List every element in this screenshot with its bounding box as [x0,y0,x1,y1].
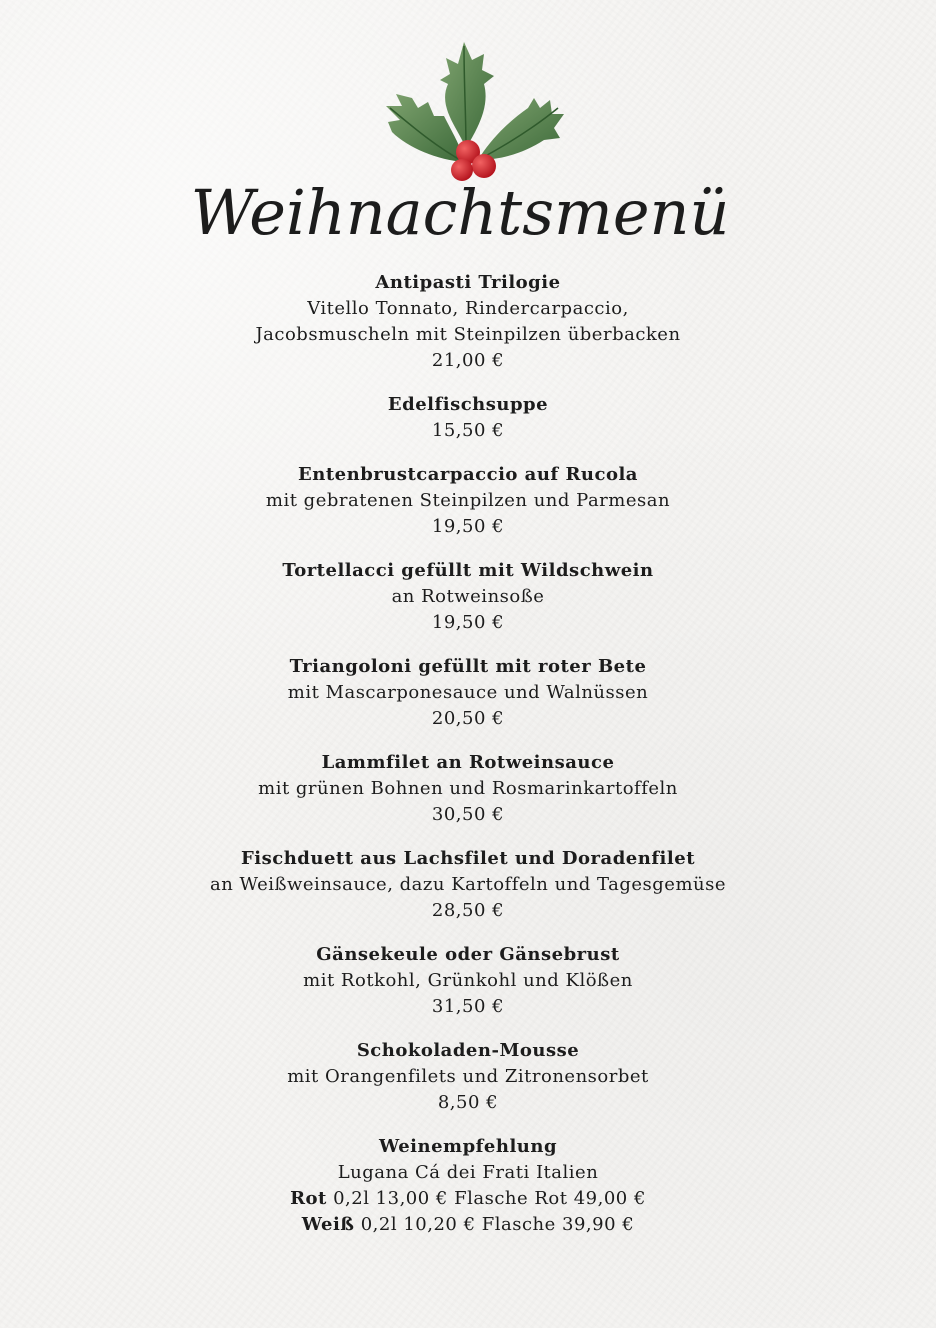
menu-item-name: Schokoladen-Mousse [356,1040,580,1061]
wine-red-label: Rot [290,1188,327,1209]
menu-item-price: 30,50 € [431,804,505,825]
menu-item [0,462,936,540]
menu-item-name: Entenbrustcarpaccio auf Rucola [298,464,638,485]
menu-title [180,168,740,258]
menu-item-description: an Weißweinsauce, dazu Kartoffeln und Tagesgemüse [209,874,727,895]
menu-item-name: Fischduett aus Lachsfilet und Doradenfilet [240,848,696,869]
menu-item [0,1038,936,1116]
menu-item [0,942,936,1020]
menu-item-description: mit gebratenen Steinpilzen und Parmesan [265,490,671,511]
menu-item-name: Triangoloni gefüllt mit roter Bete [289,656,647,677]
wine-red-text: 0,2l 13,00 € Flasche Rot 49,00 € [333,1188,646,1209]
menu-item [0,558,936,636]
menu-item-price: 20,50 € [431,708,505,729]
menu-item-name: Tortellacci gefüllt mit Wildschwein [282,560,654,581]
wine-red-line [0,1186,936,1212]
wine-heading: Weinempfehlung [378,1136,558,1157]
menu-item-name: Gänsekeule oder Gänsebrust [316,944,620,965]
menu-item [0,654,936,732]
menu-item [0,392,936,444]
menu-item [0,270,936,374]
wine-recommendation [0,1134,936,1238]
menu-item-description: mit Rotkohl, Grünkohl und Klößen [303,970,633,991]
menu-item-price: 28,50 € [431,900,505,921]
menu-item-description: Jacobsmuscheln mit Steinpilzen überbacken [255,324,681,345]
menu-item-description: Vitello Tonnato, Rindercarpaccio, [307,298,629,319]
menu-item-name: Edelfischsuppe [387,394,549,415]
menu-item-price: 8,50 € [437,1092,499,1113]
menu-item-description: mit Orangenfilets und Zitronensorbet [287,1066,649,1087]
menu-item-description: an Rotweinsoße [391,586,545,607]
menu-item-price: 21,00 € [431,350,505,371]
menu-item-price: 31,50 € [431,996,505,1017]
menu-item-price: 19,50 € [431,516,505,537]
menu-item-price: 15,50 € [431,420,505,441]
wine-white-label: Weiß [301,1214,355,1235]
menu-item [0,846,936,924]
menu-item-price: 19,50 € [431,612,505,633]
menu-item-name: Lammfilet an Rotweinsauce [321,752,615,773]
holly-icon [378,36,568,186]
wine-white-text: 0,2l 10,20 € Flasche 39,90 € [360,1214,635,1235]
menu-title-text: Weihnachtsmenü [190,176,730,249]
menu-item-description: mit grünen Bohnen und Rosmarinkartoffeln [258,778,678,799]
menu-item [0,750,936,828]
menu-list [0,270,936,1256]
wine-white-line [0,1212,936,1238]
menu-item-description: mit Mascarponesauce und Walnüssen [287,682,649,703]
wine-name: Lugana Cá dei Frati Italien [337,1162,599,1183]
menu-item-name: Antipasti Trilogie [375,272,561,293]
